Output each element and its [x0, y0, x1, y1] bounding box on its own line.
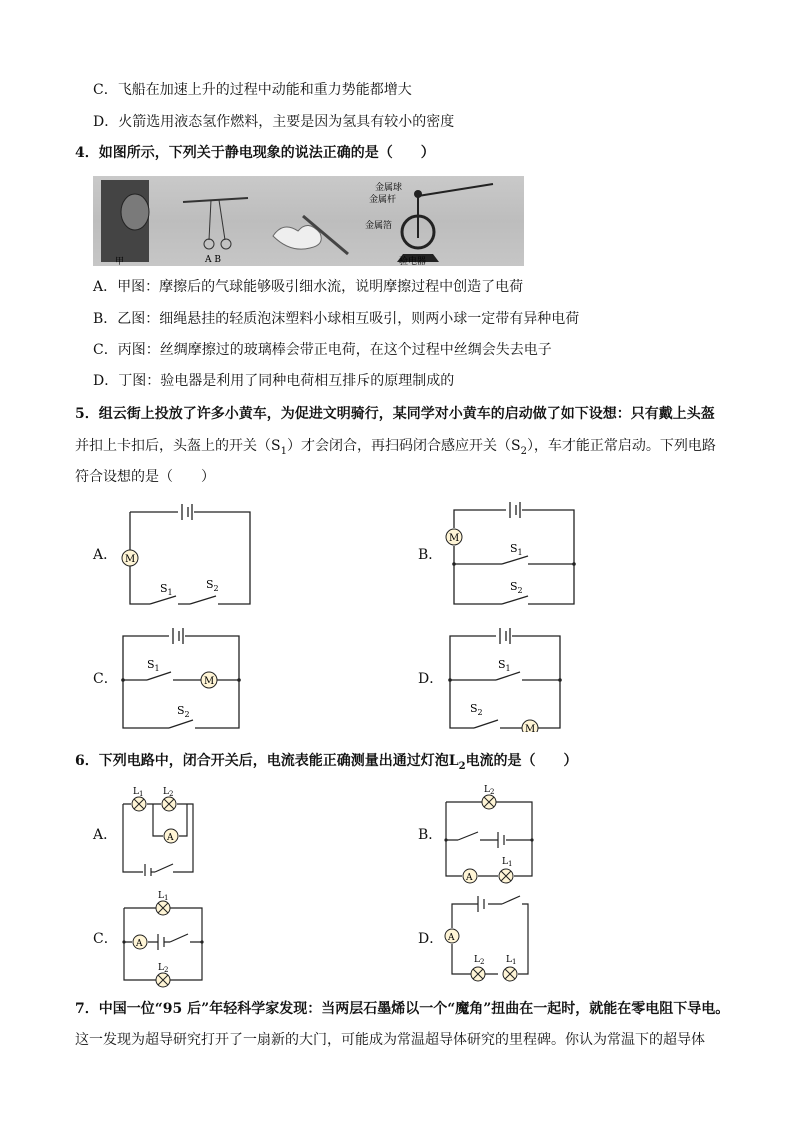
q6-circuit-d [438, 892, 538, 988]
q4-option-c: C．丙图：丝绸摩擦过的玻璃棒会带正电荷，在这个过程中丝绸会失去电子 [93, 342, 552, 358]
ab-label: A B [205, 255, 221, 265]
q6-circuit-b [440, 784, 540, 884]
q5-label-b: B． [418, 547, 443, 563]
lamp-l2-label: $L_2$ [474, 955, 485, 966]
switch-s2-label: $S_2$ [177, 704, 190, 719]
jia-label: 甲 [115, 257, 125, 266]
q6-label-c: C． [93, 931, 118, 947]
motor-label: M [525, 724, 536, 732]
q5-circuit-a [120, 496, 260, 608]
switch-s1-label: $S_1$ [510, 542, 523, 557]
q5-circuit-b [444, 498, 584, 608]
motor-label: M [449, 533, 460, 544]
switch-s1-label: $S_1$ [498, 658, 511, 673]
q4-option-d: D．丁图：验电器是利用了同种电荷相互排斥的原理制成的 [93, 373, 455, 389]
question-5-line-1: 5．组云街上投放了许多小黄车，为促进文明骑行，某同学对小黄车的启动做了如下设想：只有戴上头盔 [75, 406, 715, 422]
metal-foil-label: 金属箔 [365, 221, 393, 231]
motor-label: M [204, 676, 215, 687]
lamp-l1-label: $L_1$ [133, 787, 144, 798]
lamp-l1-label: $L_1$ [158, 891, 169, 902]
ammeter-label: A [167, 833, 174, 843]
question-5-line-3: 符合设想的是（ ） [75, 469, 215, 485]
q4-option-b: B．乙图：细绳悬挂的轻质泡沫塑料小球相互吸引，则两小球一定带有异种电荷 [93, 311, 580, 327]
switch-s1-label: $S_1$ [160, 582, 173, 597]
q5-circuit-d [442, 624, 568, 732]
q4-option-a: A．甲图：摩擦后的气球能够吸引细水流，说明摩擦过程中创造了电荷 [93, 279, 524, 295]
q6-circuit-a [115, 784, 205, 876]
q6-label-d: D． [418, 931, 444, 947]
question-6: 6．下列电路中，闭合开关后，电流表能正确测量出通过灯泡$L_2$电流的是（ ） [75, 753, 578, 772]
q3-option-d: D．火箭选用液态氢作燃料，主要是因为氢具有较小的密度 [93, 114, 455, 130]
lamp-l1-label: $L_1$ [502, 857, 513, 868]
lamp-l1-label: $L_1$ [506, 955, 517, 966]
ammeter-label: A [466, 873, 473, 883]
motor-label: M [125, 554, 136, 565]
q5-label-c: C． [93, 671, 118, 687]
switch-s2-label: $S_2$ [206, 578, 219, 593]
question-5-line-2: 并扣上卡扣后，头盔上的开关$(S_1)$才会闭合，再扫码闭合感应开关$(S_2)$，车才能正常启动。下列电路 [75, 438, 716, 457]
q6-circuit-c [118, 886, 210, 990]
switch-s2-label: $S_2$ [470, 702, 483, 717]
question-4: 4．如图所示，下列关于静电现象的说法正确的是（ ） [75, 145, 435, 161]
q6-label-b: B． [418, 827, 443, 843]
q5-label-d: D． [418, 671, 444, 687]
electrostatics-photo [93, 176, 524, 266]
lamp-l2-label: $L_2$ [158, 963, 169, 974]
question-7-line-2: 这一发现为超导研究打开了一扇新的大门，可能成为常温超导体研究的里程碑。你认为常温下的超导体 [75, 1032, 705, 1048]
question-7-line-1: 7．中国一位“95 后”年轻科学家发现：当两层石墨烯以一个“魔角”扭曲在一起时，就能在零电阻下导电。 [75, 1001, 730, 1017]
switch-s1-label: $S_1$ [147, 658, 160, 673]
q5-circuit-c [113, 624, 249, 732]
ammeter-label: A [448, 933, 455, 943]
lamp-l2-label: $L_2$ [484, 785, 495, 796]
ammeter-label: A [136, 939, 143, 949]
switch-s2-label: $S_2$ [510, 580, 523, 595]
metal-rod-label: 金属杆 [369, 195, 397, 205]
q6-label-a: A． [93, 827, 118, 843]
metal-ball-label: 金属球 [375, 183, 403, 193]
electroscope-label: 验电器 [399, 257, 427, 266]
q5-label-a: A． [93, 547, 118, 563]
lamp-l2-label: $L_2$ [163, 787, 174, 798]
q3-option-c: C．飞船在加速上升的过程中动能和重力势能都增大 [93, 82, 412, 98]
